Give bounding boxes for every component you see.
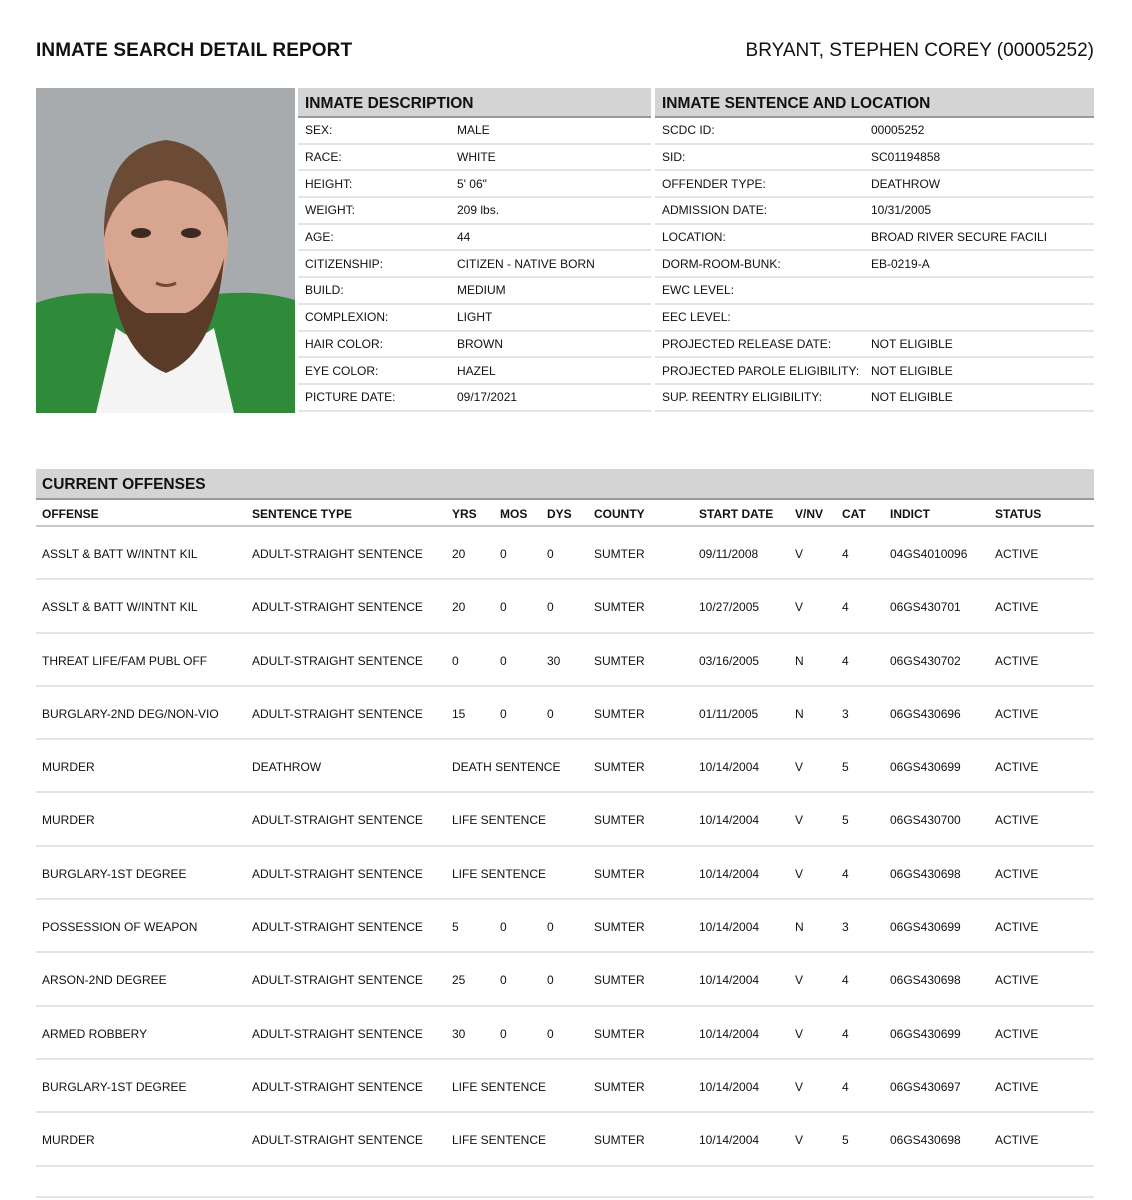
indict-cell: 06GS430699 — [890, 920, 961, 935]
start-date-cell: 03/16/2005 — [699, 653, 760, 668]
table-row — [36, 953, 1094, 1006]
col-county: COUNTY — [594, 507, 645, 521]
indict-cell: 06GS430698 — [890, 1133, 961, 1148]
cat-cell: 3 — [842, 920, 849, 935]
county-cell: SUMTER — [594, 866, 645, 881]
offenses-column-headers — [36, 500, 1094, 527]
yrs-cell: 5 — [452, 920, 459, 935]
col-yrs: YRS — [452, 507, 477, 521]
yrs-cell: 0 — [452, 653, 459, 668]
vnv-cell: N — [795, 653, 804, 668]
mos-cell: 0 — [500, 1026, 507, 1041]
indict-cell: 06GS430696 — [890, 706, 961, 721]
vnv-cell: V — [795, 600, 804, 615]
start-date-cell: 10/14/2004 — [699, 760, 760, 775]
detail-row — [298, 145, 651, 172]
detail-label: LOCATION: — [662, 230, 726, 245]
cat-cell: 4 — [842, 653, 849, 668]
status-cell: ACTIVE — [995, 973, 1039, 988]
county-cell: SUMTER — [594, 1133, 645, 1148]
county-cell: SUMTER — [594, 600, 645, 615]
detail-value: 44 — [457, 230, 471, 245]
detail-label: SEX: — [305, 123, 333, 138]
col-indict: INDICT — [890, 507, 930, 521]
inmate-name-header: BRYANT, STEPHEN COREY (00005252) — [745, 40, 1094, 61]
vnv-cell: V — [795, 547, 804, 561]
bottom-divider — [36, 1196, 1094, 1198]
col-sentence-type: SENTENCE TYPE — [252, 507, 353, 521]
vnv-cell: V — [795, 866, 804, 881]
county-cell: SUMTER — [594, 1026, 645, 1041]
indict-cell: 06GS430699 — [890, 760, 961, 775]
sentence-length-cell: LIFE SENTENCE — [452, 1079, 547, 1094]
dys-cell: 0 — [547, 973, 554, 988]
county-cell: SUMTER — [594, 813, 645, 828]
offense-cell: ARMED ROBBERY — [42, 1026, 148, 1041]
cat-cell: 4 — [842, 866, 849, 881]
detail-value: DEATHROW — [871, 176, 941, 191]
vnv-cell: V — [795, 760, 804, 775]
status-cell: ACTIVE — [995, 706, 1039, 721]
table-row — [36, 527, 1094, 580]
detail-label: RACE: — [305, 150, 342, 165]
detail-label: SUP. REENTRY ELIGIBILITY: — [662, 390, 823, 405]
cat-cell: 3 — [842, 706, 849, 721]
detail-row — [655, 305, 1094, 332]
detail-row — [655, 385, 1094, 412]
detail-row — [298, 332, 651, 359]
table-row — [36, 793, 1094, 846]
vnv-cell: V — [795, 1026, 804, 1041]
dys-cell: 0 — [547, 920, 554, 935]
detail-label: PROJECTED PAROLE ELIGIBILITY: — [662, 363, 860, 378]
offense-cell: BURGLARY-1ST DEGREE — [42, 866, 187, 881]
detail-row — [298, 385, 651, 412]
offense-cell: ARSON-2ND DEGREE — [42, 973, 167, 988]
detail-row — [655, 358, 1094, 385]
detail-label: HAIR COLOR: — [305, 336, 384, 351]
sentence-type-cell: ADULT-STRAIGHT SENTENCE — [252, 866, 423, 881]
mos-cell: 0 — [500, 706, 507, 721]
start-date-cell: 10/14/2004 — [699, 1026, 760, 1041]
start-date-cell: 10/14/2004 — [699, 866, 760, 881]
sentence-type-cell: ADULT-STRAIGHT SENTENCE — [252, 600, 423, 615]
offense-cell: ASSLT & BATT W/INTNT KIL — [42, 547, 198, 561]
vnv-cell: N — [795, 706, 804, 721]
county-cell: SUMTER — [594, 706, 645, 721]
start-date-cell: 10/14/2004 — [699, 920, 760, 935]
county-cell: SUMTER — [594, 920, 645, 935]
detail-label: EEC LEVEL: — [662, 310, 731, 325]
indict-cell: 06GS430702 — [890, 653, 961, 668]
status-cell: ACTIVE — [995, 866, 1039, 881]
detail-value: NOT ELIGIBLE — [871, 390, 953, 405]
detail-label: BUILD: — [305, 283, 344, 298]
detail-row — [655, 251, 1094, 278]
detail-row — [655, 198, 1094, 225]
detail-label: PICTURE DATE: — [305, 390, 396, 405]
detail-row — [655, 225, 1094, 252]
offense-cell: MURDER — [42, 1133, 95, 1148]
table-row — [36, 847, 1094, 900]
indict-cell: 06GS430698 — [890, 973, 961, 988]
detail-value: EB-0219-A — [871, 256, 930, 271]
status-cell: ACTIVE — [995, 1026, 1039, 1041]
current-offenses-table — [36, 469, 1094, 1167]
inmate-sentence-panel — [655, 88, 1094, 412]
start-date-cell: 10/14/2004 — [699, 1133, 760, 1148]
detail-value: LIGHT — [457, 310, 493, 325]
sentence-type-cell: ADULT-STRAIGHT SENTENCE — [252, 653, 423, 668]
detail-value: 09/17/2021 — [457, 390, 518, 405]
start-date-cell: 10/27/2005 — [699, 600, 760, 615]
detail-value: SC01194858 — [871, 150, 941, 165]
vnv-cell: N — [795, 920, 804, 935]
indict-cell: 06GS430698 — [890, 866, 961, 881]
dys-cell: 0 — [547, 547, 554, 561]
status-cell: ACTIVE — [995, 920, 1039, 935]
yrs-cell: 25 — [452, 973, 466, 988]
sentence-type-cell: ADULT-STRAIGHT SENTENCE — [252, 1079, 423, 1094]
detail-label: CITIZENSHIP: — [305, 256, 384, 271]
inmate-description-heading: INMATE DESCRIPTION — [298, 88, 651, 118]
sentence-type-cell: ADULT-STRAIGHT SENTENCE — [252, 1133, 423, 1148]
sentence-length-cell: DEATH SENTENCE — [452, 760, 561, 775]
status-cell: ACTIVE — [995, 1133, 1039, 1148]
report-title: INMATE SEARCH DETAIL REPORT — [36, 40, 353, 61]
detail-label: SID: — [662, 150, 686, 165]
sentence-length-cell: LIFE SENTENCE — [452, 813, 547, 828]
detail-row — [298, 358, 651, 385]
offense-cell: BURGLARY-2ND DEG/NON-VIO — [42, 706, 219, 721]
cat-cell: 4 — [842, 1079, 849, 1094]
mos-cell: 0 — [500, 973, 507, 988]
col-status: STATUS — [995, 507, 1042, 521]
status-cell: ACTIVE — [995, 653, 1039, 668]
offense-cell: BURGLARY-1ST DEGREE — [42, 1079, 187, 1094]
indict-cell: 06GS430697 — [890, 1079, 961, 1094]
mos-cell: 0 — [500, 920, 507, 935]
detail-value: NOT ELIGIBLE — [871, 336, 953, 351]
status-cell: ACTIVE — [995, 1079, 1039, 1094]
detail-label: WEIGHT: — [305, 203, 355, 218]
sentence-type-cell: ADULT-STRAIGHT SENTENCE — [252, 547, 423, 561]
offense-cell: THREAT LIFE/FAM PUBL OFF — [42, 653, 208, 668]
detail-value: MEDIUM — [457, 283, 506, 298]
vnv-cell: V — [795, 1133, 804, 1148]
detail-label: PROJECTED RELEASE DATE: — [662, 336, 832, 351]
sentence-type-cell: ADULT-STRAIGHT SENTENCE — [252, 706, 423, 721]
detail-value: WHITE — [457, 150, 496, 165]
col-dys: DYS — [547, 507, 572, 521]
county-cell: SUMTER — [594, 973, 645, 988]
offense-cell: POSSESSION OF WEAPON — [42, 920, 198, 935]
sentence-type-cell: ADULT-STRAIGHT SENTENCE — [252, 813, 423, 828]
detail-value: 209 lbs. — [457, 203, 500, 218]
sentence-length-cell: LIFE SENTENCE — [452, 1133, 547, 1148]
current-offenses-heading: CURRENT OFFENSES — [36, 469, 1094, 500]
detail-label: EWC LEVEL: — [662, 283, 735, 298]
detail-label: EYE COLOR: — [305, 363, 379, 378]
table-row — [36, 580, 1094, 633]
yrs-cell: 30 — [452, 1026, 466, 1041]
detail-label: DORM-ROOM-BUNK: — [662, 256, 781, 271]
detail-label: COMPLEXION: — [305, 310, 389, 325]
col-offense: OFFENSE — [42, 507, 99, 521]
sentence-type-cell: ADULT-STRAIGHT SENTENCE — [252, 920, 423, 935]
indict-cell: 06GS430699 — [890, 1026, 961, 1041]
detail-row — [655, 145, 1094, 172]
yrs-cell: 20 — [452, 600, 466, 615]
table-row — [36, 634, 1094, 687]
status-cell: ACTIVE — [995, 813, 1039, 828]
cat-cell: 5 — [842, 760, 849, 775]
county-cell: SUMTER — [594, 1079, 645, 1094]
cat-cell: 5 — [842, 813, 849, 828]
detail-label: SCDC ID: — [662, 123, 715, 138]
detail-value: CITIZEN - NATIVE BORN — [457, 256, 595, 271]
status-cell: ACTIVE — [995, 760, 1039, 775]
cat-cell: 5 — [842, 1133, 849, 1148]
start-date-cell: 10/14/2004 — [699, 1079, 760, 1094]
col-mos: MOS — [500, 507, 528, 521]
yrs-cell: 20 — [452, 547, 466, 561]
cat-cell: 4 — [842, 973, 849, 988]
status-cell: ACTIVE — [995, 600, 1039, 615]
cat-cell: 4 — [842, 547, 849, 561]
detail-row — [298, 118, 651, 145]
detail-row — [298, 225, 651, 252]
dys-cell: 0 — [547, 706, 554, 721]
detail-row — [655, 118, 1094, 145]
start-date-cell: 10/14/2004 — [699, 973, 760, 988]
detail-row — [298, 305, 651, 332]
detail-value: BROAD RIVER SECURE FACILI — [871, 230, 1048, 245]
detail-row — [298, 198, 651, 225]
detail-label: ADMISSION DATE: — [662, 203, 768, 218]
detail-value: MALE — [457, 123, 490, 138]
table-row — [36, 1060, 1094, 1113]
mos-cell: 0 — [500, 600, 507, 615]
detail-label: HEIGHT: — [305, 176, 353, 191]
yrs-cell: 15 — [452, 706, 466, 721]
table-row — [36, 900, 1094, 953]
sentence-type-cell: DEATHROW — [252, 760, 322, 775]
detail-label: AGE: — [305, 230, 334, 245]
vnv-cell: V — [795, 973, 804, 988]
detail-value: 00005252 — [871, 123, 925, 138]
inmate-photo — [36, 88, 295, 413]
detail-row — [298, 251, 651, 278]
offense-cell: MURDER — [42, 760, 95, 775]
dys-cell: 0 — [547, 600, 554, 615]
offense-cell: MURDER — [42, 813, 95, 828]
table-row — [36, 740, 1094, 793]
detail-row — [298, 171, 651, 198]
inmate-description-panel — [298, 88, 651, 412]
cat-cell: 4 — [842, 1026, 849, 1041]
dys-cell: 0 — [547, 1026, 554, 1041]
detail-value: HAZEL — [457, 363, 496, 378]
detail-value: 5' 06" — [457, 176, 487, 191]
table-row — [36, 1113, 1094, 1166]
detail-value: 10/31/2005 — [871, 203, 932, 218]
table-row — [36, 1007, 1094, 1060]
vnv-cell: V — [795, 1079, 804, 1094]
detail-row — [655, 332, 1094, 359]
col-cat: CAT — [842, 507, 866, 521]
status-cell: ACTIVE — [995, 547, 1039, 561]
vnv-cell: V — [795, 813, 804, 828]
table-row — [36, 687, 1094, 740]
inmate-sentence-heading: INMATE SENTENCE AND LOCATION — [655, 88, 1094, 118]
county-cell: SUMTER — [594, 653, 645, 668]
detail-row — [655, 171, 1094, 198]
sentence-type-cell: ADULT-STRAIGHT SENTENCE — [252, 1026, 423, 1041]
sentence-type-cell: ADULT-STRAIGHT SENTENCE — [252, 973, 423, 988]
indict-cell: 06GS430701 — [890, 600, 961, 615]
offense-cell: ASSLT & BATT W/INTNT KIL — [42, 600, 198, 615]
start-date-cell: 09/11/2008 — [699, 547, 759, 561]
indict-cell: 06GS430700 — [890, 813, 961, 828]
mos-cell: 0 — [500, 547, 507, 561]
indict-cell: 04GS4010096 — [890, 547, 968, 561]
detail-row — [298, 278, 651, 305]
start-date-cell: 10/14/2004 — [699, 813, 760, 828]
detail-row — [655, 278, 1094, 305]
dys-cell: 30 — [547, 653, 561, 668]
mos-cell: 0 — [500, 653, 507, 668]
col-start-date: START DATE — [699, 507, 774, 521]
detail-value: BROWN — [457, 336, 503, 351]
county-cell: SUMTER — [594, 547, 645, 561]
col-vnv: V/NV — [795, 507, 824, 521]
cat-cell: 4 — [842, 600, 849, 615]
detail-label: OFFENDER TYPE: — [662, 176, 766, 191]
start-date-cell: 01/11/2005 — [699, 706, 759, 721]
sentence-length-cell: LIFE SENTENCE — [452, 866, 547, 881]
detail-value: NOT ELIGIBLE — [871, 363, 953, 378]
county-cell: SUMTER — [594, 760, 645, 775]
